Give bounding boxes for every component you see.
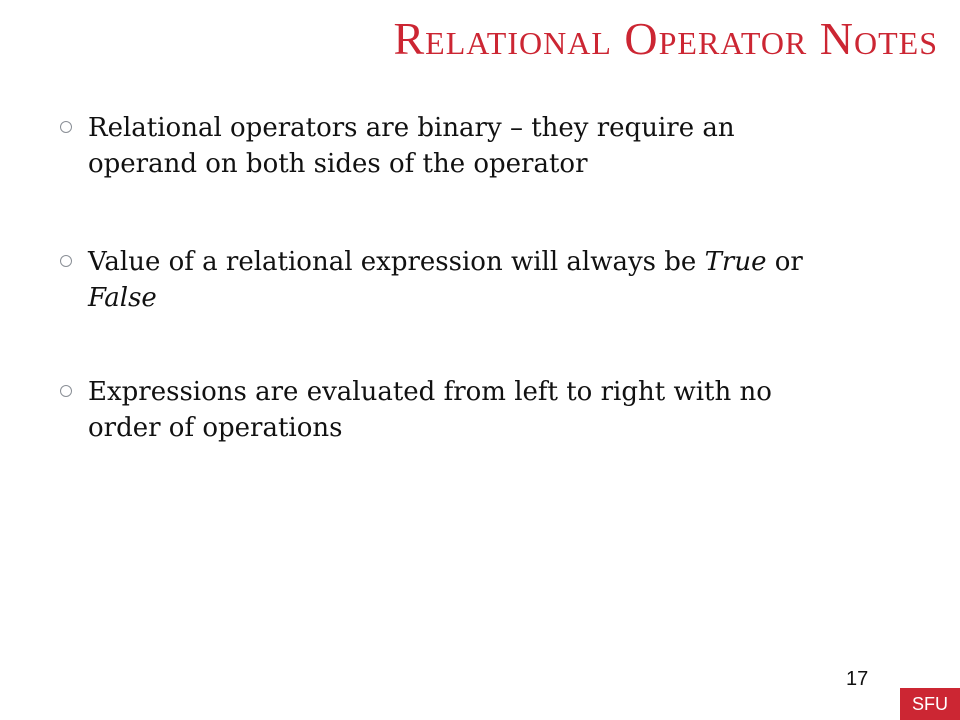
italic-term-false: False — [88, 283, 157, 313]
page-number: 17 — [846, 668, 869, 690]
bullet-text: Relational operators are binary – they require an operand on both sides of the operator — [88, 113, 735, 179]
hollow-circle-icon — [60, 121, 72, 133]
bullet-text-part: Value of a relational expression will always be — [88, 247, 705, 277]
bullet-text — [88, 244, 838, 316]
bullet-text: Expressions are evaluated from left to right with no order of operations — [88, 377, 772, 443]
italic-term-true: True — [704, 247, 767, 277]
bullet-text-part: or — [766, 247, 803, 277]
hollow-circle-icon — [60, 385, 72, 397]
hollow-circle-icon — [60, 255, 72, 267]
sfu-logo: SFU — [900, 688, 960, 720]
slide-title: Relational Operator Notes — [393, 13, 938, 64]
